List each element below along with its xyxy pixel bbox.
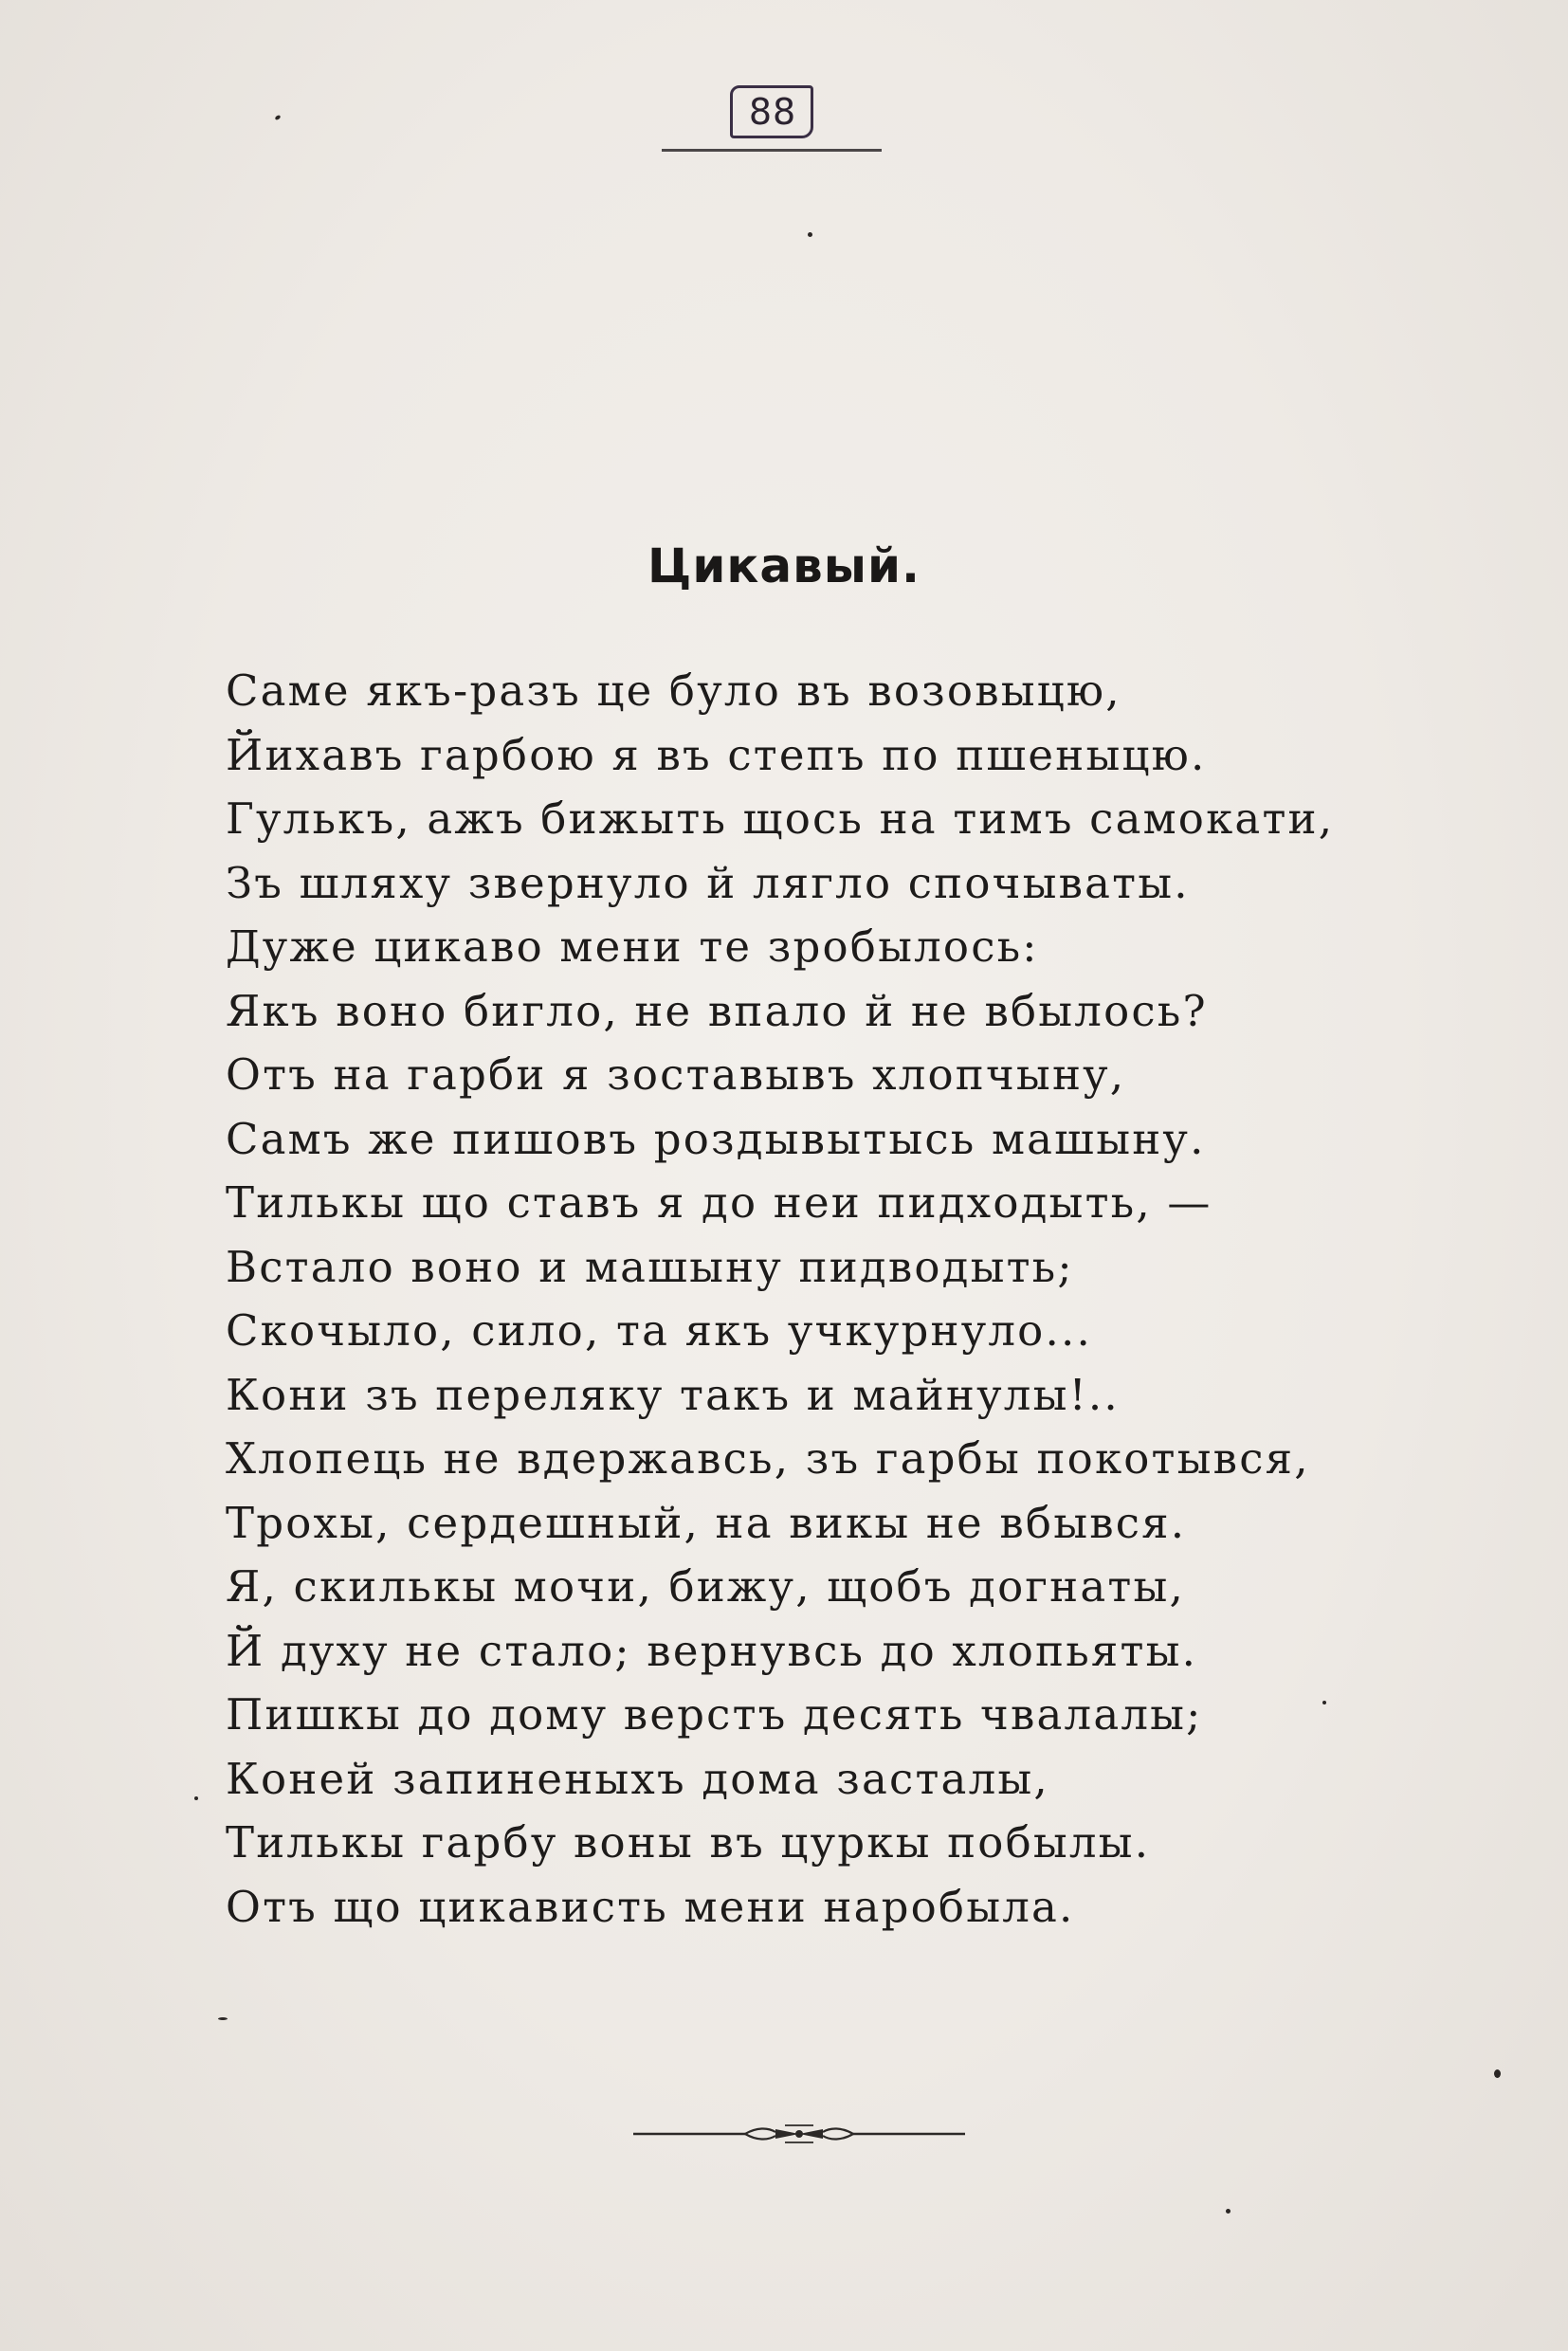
- fleuron-rule-ornament-icon: [633, 2120, 965, 2148]
- poem-line: Я, скилькы мочи, бижу, щобъ догнаты,: [226, 1561, 1185, 1612]
- header-rule: [662, 149, 882, 152]
- poem-line: Тилькы гарбу воны въ цуркы побылы.: [226, 1817, 1151, 1868]
- poem-line: Дуже цикаво мени те зробылось:: [226, 921, 1039, 972]
- poem-line: Коней запиненыхъ дома засталы,: [226, 1753, 1049, 1804]
- poem-line: Самъ же пишовъ роздывытысь машыну.: [226, 1113, 1206, 1164]
- poem-line: Хлопець не вдержавсь, зъ гарбы покотывся,: [226, 1433, 1310, 1484]
- ink-speck: [274, 115, 281, 121]
- ink-speck: [1226, 2209, 1231, 2214]
- poem-line: Й духу не стало; вернувсь до хлопьяты.: [226, 1625, 1198, 1676]
- poem-line: Йихавъ гарбою я въ степъ по пшеныцю.: [226, 729, 1207, 780]
- ink-speck: [218, 2017, 228, 2020]
- poem-line: Трохы, сердешный, на викы не вбывся.: [226, 1497, 1187, 1548]
- ink-speck: [1494, 2069, 1501, 2078]
- poem-body: [226, 659, 1420, 1939]
- poem-line: Встало воно и машыну пидводыть;: [226, 1241, 1074, 1292]
- poem-line: Саме якъ-разъ це було въ возовыцю,: [226, 665, 1121, 716]
- page-number-stamp: [720, 82, 825, 140]
- poem-line: Пишкы до дому верстъ десять чвалалы;: [226, 1689, 1203, 1740]
- poem-line: Якъ воно бигло, не впало й не вбылось?: [226, 985, 1208, 1036]
- poem-line: Скочыло, сило, та якъ учкурнуло...: [226, 1305, 1092, 1356]
- poem-title: Цикавый.: [647, 538, 921, 593]
- poem-line: Отъ на гарби я зоставывъ хлопчыну,: [226, 1049, 1126, 1100]
- poem-line: Гулькъ, ажъ бижыть щось на тимъ самокати,: [226, 793, 1335, 844]
- poem-line: Кони зъ переляку такъ и майнулы!..: [226, 1369, 1120, 1420]
- poem-line: Тилькы що ставъ я до неи пидходыть, —: [226, 1177, 1212, 1228]
- poem-line: Зъ шляху звернуло й лягло спочываты.: [226, 857, 1190, 908]
- poem-line: Отъ що цикависть мени наробыла.: [226, 1881, 1075, 1932]
- page-number: 88: [748, 91, 797, 133]
- ink-speck: [808, 232, 812, 237]
- ink-speck: [194, 1796, 198, 1800]
